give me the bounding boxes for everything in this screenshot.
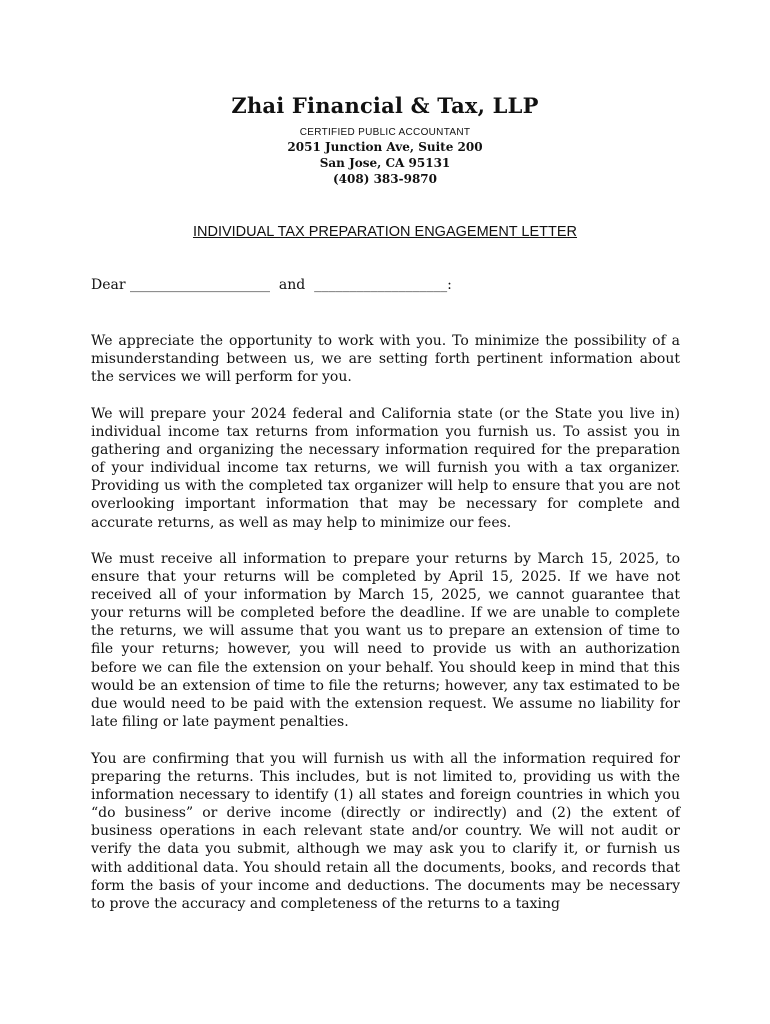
address-line-2: San Jose, CA 95131 xyxy=(319,156,451,170)
salutation: Dear ____________________ and ___________________: xyxy=(91,277,452,293)
firm-designation: CERTIFIED PUBLIC ACCOUNTANT xyxy=(299,127,471,138)
address-line-1: 2051 Junction Ave, Suite 200 xyxy=(287,140,483,154)
paragraph-4: You are confirming that you will furnish us with all the information required for preparing the returns. This includes, but is not limited to, providing us with the information necessary to identify (1) all states and foreign countries in which you “do business” or derive income (directly or indirectly) and (2) the extent of business operations in each relevant state and/or country. We will not audit or verify the data you submit, although we may ask you to clarify it, or furnish us with additional data. You should retain all the documents, books, and records that form the basis of your income and deductions. The documents may be necessary to prove the accuracy and completeness of the returns to a taxing xyxy=(91,751,680,912)
letter-title: INDIVIDUAL TAX PREPARATION ENGAGEMENT LETTER xyxy=(192,224,578,240)
phone-number: (408) 383-9870 xyxy=(332,172,437,186)
paragraph-1: We appreciate the opportunity to work with you. To minimize the possibility of a misunderstanding between us, we are setting forth pertinent information about the services we will perform for you. xyxy=(91,333,680,386)
firm-name: Zhai Financial & Tax, LLP xyxy=(231,93,539,118)
paragraph-2: We will prepare your 2024 federal and California state (or the State you live in) individual income tax returns from information you furnish us. To assist you in gathering and organizing the necessary information required for the preparation of your individual income tax returns, we will furnish you with a tax organizer. Providing us with the completed tax organizer will help to ensure that you are not overlooking important information that may be necessary for complete and accurate returns, as well as may help to minimize our fees. xyxy=(91,406,680,531)
paragraph-3: We must receive all information to prepare your returns by March 15, 2025, to ensure that your returns will be completed by April 15, 2025. If we have not received all of your information by March 15, 2025, we cannot guarantee that your returns will be completed before the deadline. If we are unable to complete the returns, we will assume that you want us to prepare an extension of time to file your returns; however, you will need to provide us with an authorization before we can file the extension on your behalf. You should keep in mind that this would be an extension of time to file the returns; however, any tax estimated to be due would need to be paid with the extension request. We assume no liability for late filing or late payment penalties. xyxy=(91,551,680,730)
